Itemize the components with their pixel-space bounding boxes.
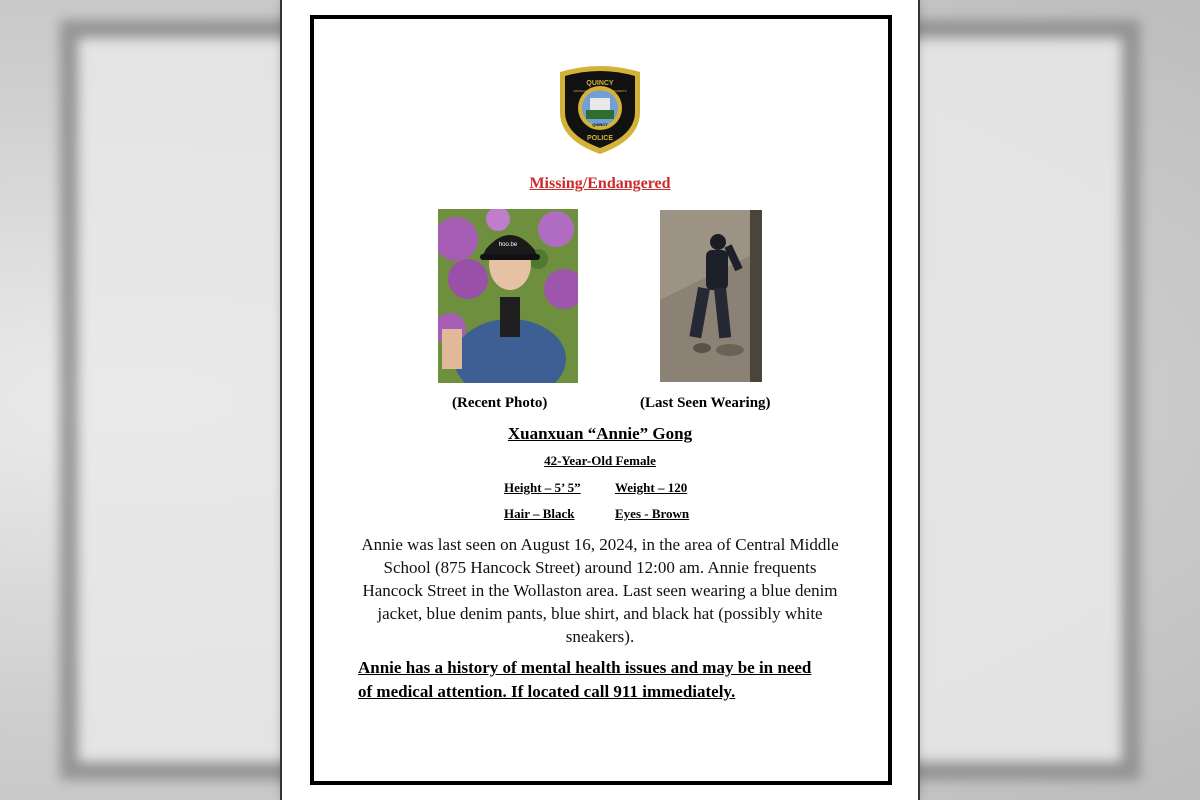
status-title: Missing/Endangered bbox=[529, 175, 671, 192]
age-sex: 42-Year-Old Female bbox=[544, 453, 656, 468]
description-paragraph: Annie was last seen on August 16, 2024, in the area of Central Middle School (875 Hancock Street) around 12:00 am. Annie frequents Hancock Street in the Wollaston area. Last seen wearing a blue denim jacket, blue denim pants, blue shirt, and black hat (possibly white sneakers). bbox=[361, 535, 839, 646]
eyes-stat: Eyes - Brown bbox=[615, 506, 690, 521]
blurred-panel-right bbox=[918, 20, 1140, 780]
person-name: Xuanxuan “Annie” Gong bbox=[507, 424, 693, 443]
hair-stat: Hair – Black bbox=[504, 506, 575, 521]
last-seen-photo bbox=[660, 210, 762, 382]
blurred-backdrop-left bbox=[0, 0, 282, 800]
weight-stat: Weight – 120 bbox=[615, 480, 688, 495]
blurred-panel-left bbox=[60, 20, 282, 780]
medical-warning: Annie has a history of mental health issues and may be in need of medical attention. If located call 911 immediately. bbox=[358, 658, 812, 701]
badge-top-text: QUINCY bbox=[586, 80, 614, 87]
recent-photo bbox=[438, 209, 578, 383]
height-stat: Height – 5’ 5” bbox=[504, 480, 581, 495]
last-seen-caption: (Last Seen Wearing) bbox=[640, 395, 771, 411]
badge-bottom-text: POLICE bbox=[586, 135, 614, 142]
cap-text: hoo.be bbox=[498, 242, 518, 248]
missing-person-poster bbox=[282, 0, 918, 800]
quincy-police-badge bbox=[556, 64, 644, 156]
blurred-backdrop-right bbox=[918, 0, 1200, 800]
recent-photo-caption: (Recent Photo) bbox=[452, 395, 548, 411]
badge-center-text: QUINCY bbox=[592, 122, 608, 127]
badge-ring-text: MASSACHUSETTS · CITY OF PRESIDENTS bbox=[573, 90, 627, 93]
